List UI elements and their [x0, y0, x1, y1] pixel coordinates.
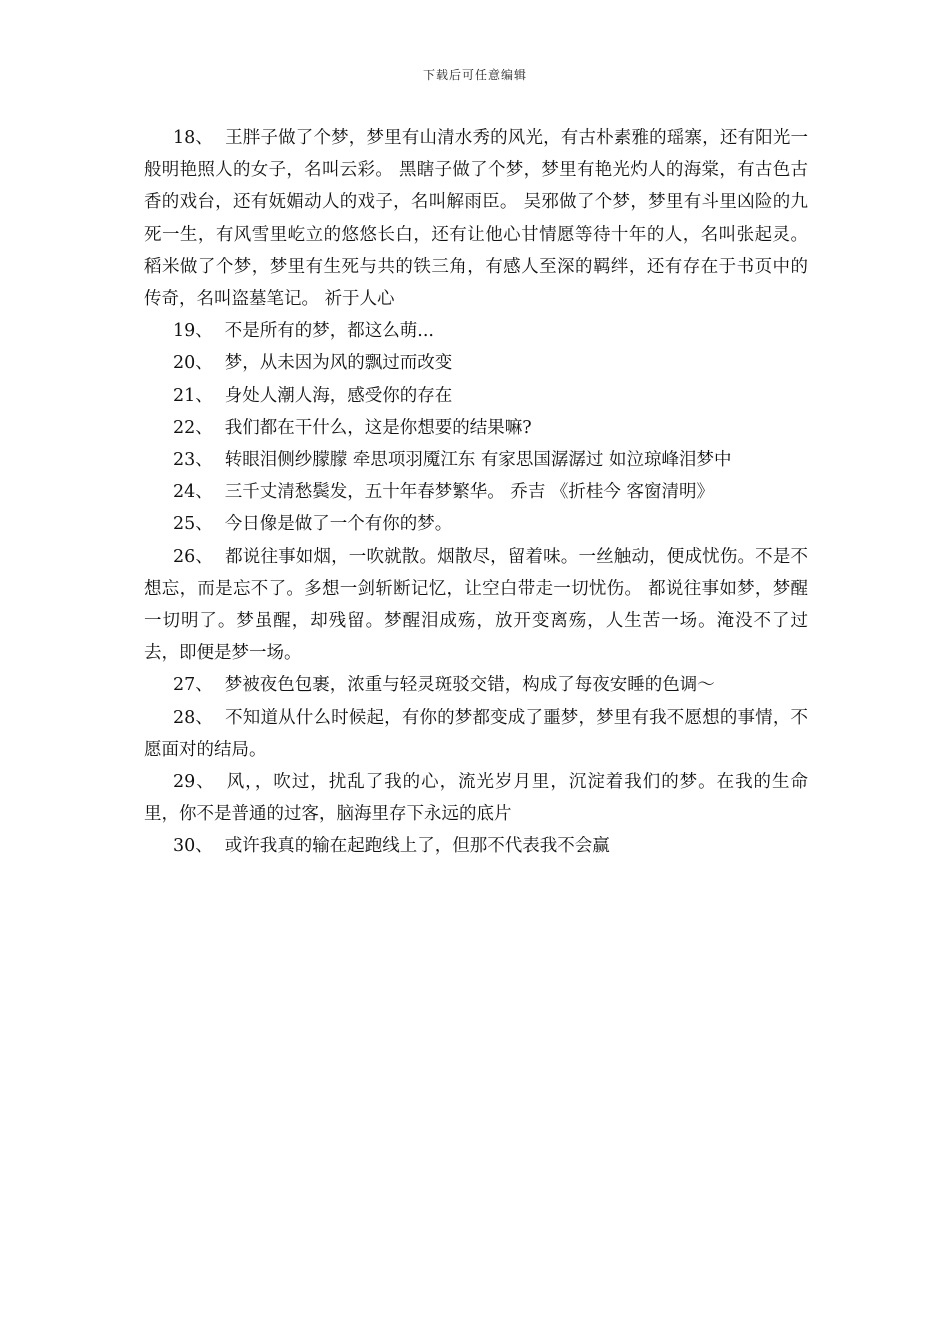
item-text: 都说往事如烟，一吹就散。烟散尽，留着味。一丝触动，便成忧伤。不是不想忘，而是忘不了。多想一剑斩断记忆，让空白带走一切忧伤。 都说往事如梦，梦醒一切明了。梦虽醒，却残留。梦醒泪成殇，放开变离殇，人生苦一场。淹没不了过去，即便是梦一场。 [144, 546, 808, 664]
item-text: 身处人潮人海，感受你的存在 [224, 385, 453, 406]
item-number: 23、 [173, 450, 213, 471]
item-text: 梦，从未因为风的飘过而改变 [224, 353, 453, 374]
list-item [144, 315, 808, 347]
list-item [144, 412, 808, 444]
item-number: 28、 [173, 707, 214, 728]
item-number: 21、 [173, 385, 213, 406]
list-item [144, 669, 808, 701]
list-item [144, 830, 808, 862]
item-number: 18、 [173, 128, 214, 148]
document-body [144, 122, 808, 863]
item-text: 三千丈清愁鬓发，五十年春梦繁华。 乔吉 《折桂今 客窗清明》 [224, 482, 714, 503]
item-text: 梦被夜色包裹，浓重与轻灵斑驳交错，构成了每夜安睡的色调～ [224, 675, 715, 696]
list-item [144, 702, 808, 766]
item-text: 风，，吹过，扰乱了我的心，流光岁月里，沉淀着我们的梦。在我的生命里，你不是普通的过客，脑海里存下永远的底片 [144, 772, 808, 825]
item-number: 30、 [173, 836, 213, 857]
list-item [144, 541, 808, 670]
item-text: 转眼泪侧纱朦朦 牵思项羽魇江东 有家思国潺潺过 如泣琼峰泪梦中 [224, 450, 732, 471]
item-number: 29、 [173, 772, 215, 793]
list-item [144, 122, 808, 315]
item-text: 王胖子做了个梦，梦里有山清水秀的风光，有古朴素雅的瑶寨，还有阳光一般明艳照人的女子，名叫云彩。 黑瞎子做了个梦，梦里有艳光灼人的海棠，有古色古香的戏台，还有妩媚动人的戏子，名叫解雨臣。 吴邪做了个梦，梦里有斗里凶险的九死一生，有风雪里屹立的悠悠长白，还有让他心甘情愿等待十年的人，名叫张起灵。 稻米做了个梦，梦里有生死与共的铁三角，有感人至深的羁绊，还有存在于书页中的传奇，名叫盗墓笔记。 祈于人心 [144, 128, 808, 310]
list-item [144, 476, 808, 508]
item-text: 今日像是做了一个有你的梦。 [224, 514, 453, 535]
item-text: 或许我真的输在起跑线上了，但那不代表我不会赢 [224, 836, 610, 857]
item-number: 24、 [173, 482, 213, 503]
item-number: 25、 [173, 514, 213, 535]
item-text: 不知道从什么时候起，有你的梦都变成了噩梦，梦里有我不愿想的事情，不愿面对的结局。 [144, 707, 808, 760]
list-item [144, 347, 808, 379]
item-number: 19、 [173, 321, 213, 342]
item-text: 不是所有的梦，都这么萌... [224, 321, 434, 342]
list-item [144, 508, 808, 540]
page-header: 下载后可任意编辑 [422, 68, 527, 82]
item-number: 27、 [173, 675, 213, 696]
list-item [144, 444, 808, 476]
item-number: 22、 [173, 417, 213, 438]
item-number: 20、 [173, 353, 213, 374]
list-item [144, 766, 808, 830]
item-text: 我们都在干什么，这是你想要的结果嘛? [224, 417, 532, 438]
item-number: 26、 [173, 546, 214, 567]
list-item [144, 380, 808, 412]
